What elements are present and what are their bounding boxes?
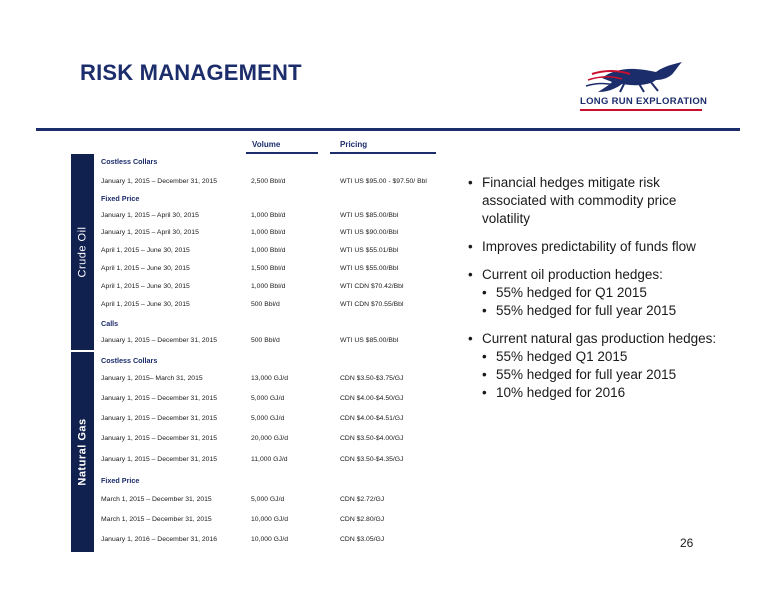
period-cell: January 1, 2015 – December 31, 2015 [101, 178, 218, 185]
logo-underline [580, 109, 702, 111]
pricing-cell: CDN $3.50-$4.00/GJ [340, 435, 404, 442]
pricing-cell: CDN $4.00-$4.51/GJ [340, 415, 404, 422]
natural-gas-sidebar [71, 352, 94, 552]
volume-cell: 5,000 GJ/d [251, 496, 285, 503]
period-cell: April 1, 2015 – June 30, 2015 [101, 265, 190, 272]
company-logo-text: LONG RUN EXPLORATION [580, 96, 708, 107]
pricing-cell: WTI CDN $70.42/Bbl [340, 283, 404, 290]
pricing-header: Pricing [340, 140, 368, 149]
pricing-cell: WTI US $90.00/Bbl [340, 229, 399, 236]
volume-cell: 11,000 GJ/d [251, 456, 288, 463]
header-rule [36, 128, 740, 131]
period-cell: January 1, 2015 – December 31, 2015 [101, 337, 218, 344]
period-cell: January 1, 2015– March 31, 2015 [101, 375, 203, 382]
period-cell: January 1, 2015 – December 31, 2015 [101, 435, 218, 442]
volume-header: Volume [252, 140, 281, 149]
period-cell: Fixed Price [101, 476, 140, 485]
volume-cell: 500 Bbl/d [251, 301, 280, 308]
volume-header-underline [246, 152, 318, 154]
crude-oil-label: Crude Oil [76, 226, 89, 278]
pricing-cell: WTI US $85.00/Bbl [340, 212, 399, 219]
volume-cell: 13,000 GJ/d [251, 375, 289, 382]
crude-oil-sidebar [71, 154, 94, 350]
volume-cell: 5,000 GJ/d [251, 395, 285, 402]
page-title: RISK MANAGEMENT [80, 60, 302, 85]
pricing-cell: CDN $3.05/GJ [340, 536, 385, 543]
volume-cell: 10,000 GJ/d [251, 536, 289, 543]
period-cell: January 1, 2015 – December 31, 2015 [101, 395, 218, 402]
pricing-cell: WTI US $55.01/Bbl [340, 247, 399, 254]
period-cell: January 1, 2015 – April 30, 2015 [101, 229, 199, 236]
pricing-cell: CDN $2.72/GJ [340, 496, 385, 503]
volume-cell: 10,000 GJ/d [251, 516, 289, 523]
bullet-item: • Current oil production hedges: [466, 266, 726, 284]
volume-cell: 1,000 Bbl/d [251, 212, 286, 219]
period-cell: January 1, 2016 – December 31, 2016 [101, 536, 218, 543]
volume-cell: 500 Bbl/d [251, 337, 280, 344]
period-cell: Costless Collars [101, 356, 158, 365]
period-cell: January 1, 2015 – December 31, 2015 [101, 415, 218, 422]
pricing-cell: WTI US $55.00/Bbl [340, 265, 399, 272]
volume-cell: 20,000 GJ/d [251, 435, 289, 442]
sub-bullet-item: • 55% hedged for full year 2015 [480, 366, 726, 384]
bullet-item: • Financial hedges mitigate risk associated with commodity price volatility [466, 174, 726, 228]
period-cell: January 1, 2015 – April 30, 2015 [101, 212, 199, 219]
volume-cell: 1,500 Bbl/d [251, 265, 286, 272]
bullet-group-oil [466, 266, 726, 320]
page-number: 26 [680, 536, 694, 550]
sub-bullet-item: • 55% hedged for full year 2015 [480, 302, 726, 320]
pricing-cell: CDN $3.50-$4.35/GJ [340, 456, 404, 463]
period-cell: March 1, 2015 – December 31, 2015 [101, 496, 212, 503]
natural-gas-label: Natural Gas [76, 418, 89, 486]
volume-cell: 1,000 Bbl/d [251, 229, 286, 236]
pricing-cell: WTI US $85.00/Bbl [340, 337, 399, 344]
period-cell: Calls [101, 319, 119, 328]
pricing-cell: CDN $4.00-$4.50/GJ [340, 395, 404, 402]
period-cell: Fixed Price [101, 194, 140, 203]
volume-cell: 1,000 Bbl/d [251, 283, 286, 290]
pricing-cell: CDN $3.50-$3.75/GJ [340, 375, 404, 382]
bullet-list [466, 174, 726, 402]
sub-bullet-item: • 55% hedged for Q1 2015 [480, 284, 726, 302]
bullet-item: • Improves predictability of funds flow [466, 238, 726, 256]
pricing-cell: WTI US $95.00 - $97.50/ Bbl [340, 178, 427, 185]
volume-cell: 5,000 GJ/d [251, 415, 285, 422]
volume-cell: 1,000 Bbl/d [251, 247, 286, 254]
bullet-group-gas [466, 330, 726, 402]
pricing-cell: WTI CDN $70.55/Bbl [340, 301, 404, 308]
period-cell: April 1, 2015 – June 30, 2015 [101, 301, 190, 308]
period-cell: April 1, 2015 – June 30, 2015 [101, 247, 190, 254]
sub-bullet-item: • 10% hedged for 2016 [480, 384, 726, 402]
volume-cell: 2,500 Bbl/d [251, 178, 286, 185]
period-cell: March 1, 2015 – December 31, 2015 [101, 516, 212, 523]
period-cell: April 1, 2015 – June 30, 2015 [101, 283, 190, 290]
period-cell: Costless Collars [101, 157, 158, 166]
pricing-cell: CDN $2.80/GJ [340, 516, 385, 523]
period-cell: January 1, 2015 – December 31, 2015 [101, 456, 218, 463]
bullet-item: • Current natural gas production hedges: [466, 330, 726, 348]
pricing-header-underline [330, 152, 436, 154]
sub-bullet-item: • 55% hedged Q1 2015 [480, 348, 726, 366]
